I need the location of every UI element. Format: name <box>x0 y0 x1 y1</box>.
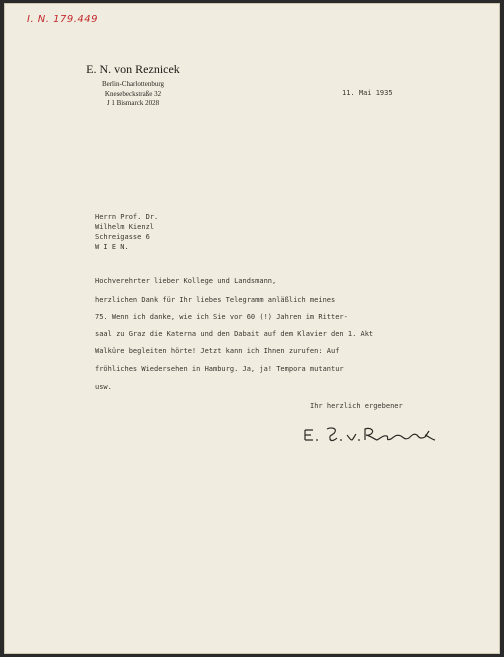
letter-date: 11. Mai 1935 <box>342 89 393 97</box>
address-line: Schreigasse 6 <box>95 233 150 241</box>
letterhead-phone: J 1 Bismarck 2028 <box>106 99 160 107</box>
body-line: usw. <box>95 383 112 391</box>
handwritten-signature <box>301 424 451 446</box>
body-line: 75. Wenn ich danke, wie ich Sie vor 60 (!) Jahren im Ritter- <box>95 313 348 321</box>
letterhead-name: E. N. von Reznicek <box>86 62 180 76</box>
body-line: saal zu Graz die Katerna und den Dabait auf dem Klavier den 1. Akt <box>95 330 374 338</box>
body-line: herzlichen Dank für Ihr liebes Telegramm anläßlich meines <box>95 296 336 304</box>
address-line: Herrn Prof. Dr. <box>95 213 159 221</box>
address-line: Wilhelm Kienzl <box>95 223 155 231</box>
body-line: fröhliches Wiedersehen in Hamburg. Ja, ja! Tempora mutantur <box>95 365 344 373</box>
letterhead-street: Knesebeckstraße 32 <box>104 90 162 98</box>
archive-inventory-mark: I. N. 179.449 <box>27 14 98 25</box>
body-line: Walküre begleiten hörte! Jetzt kann ich Ihnen zurufen: Auf <box>95 347 340 355</box>
letterhead-city: Berlin-Charlottenburg <box>101 80 165 88</box>
address-line: W I E N. <box>95 243 129 251</box>
letter-sheet <box>4 3 500 654</box>
closing-line: Ihr herzlich ergebener <box>310 402 403 410</box>
body-line: Hochverehrter lieber Kollege und Landsmann, <box>95 277 277 285</box>
